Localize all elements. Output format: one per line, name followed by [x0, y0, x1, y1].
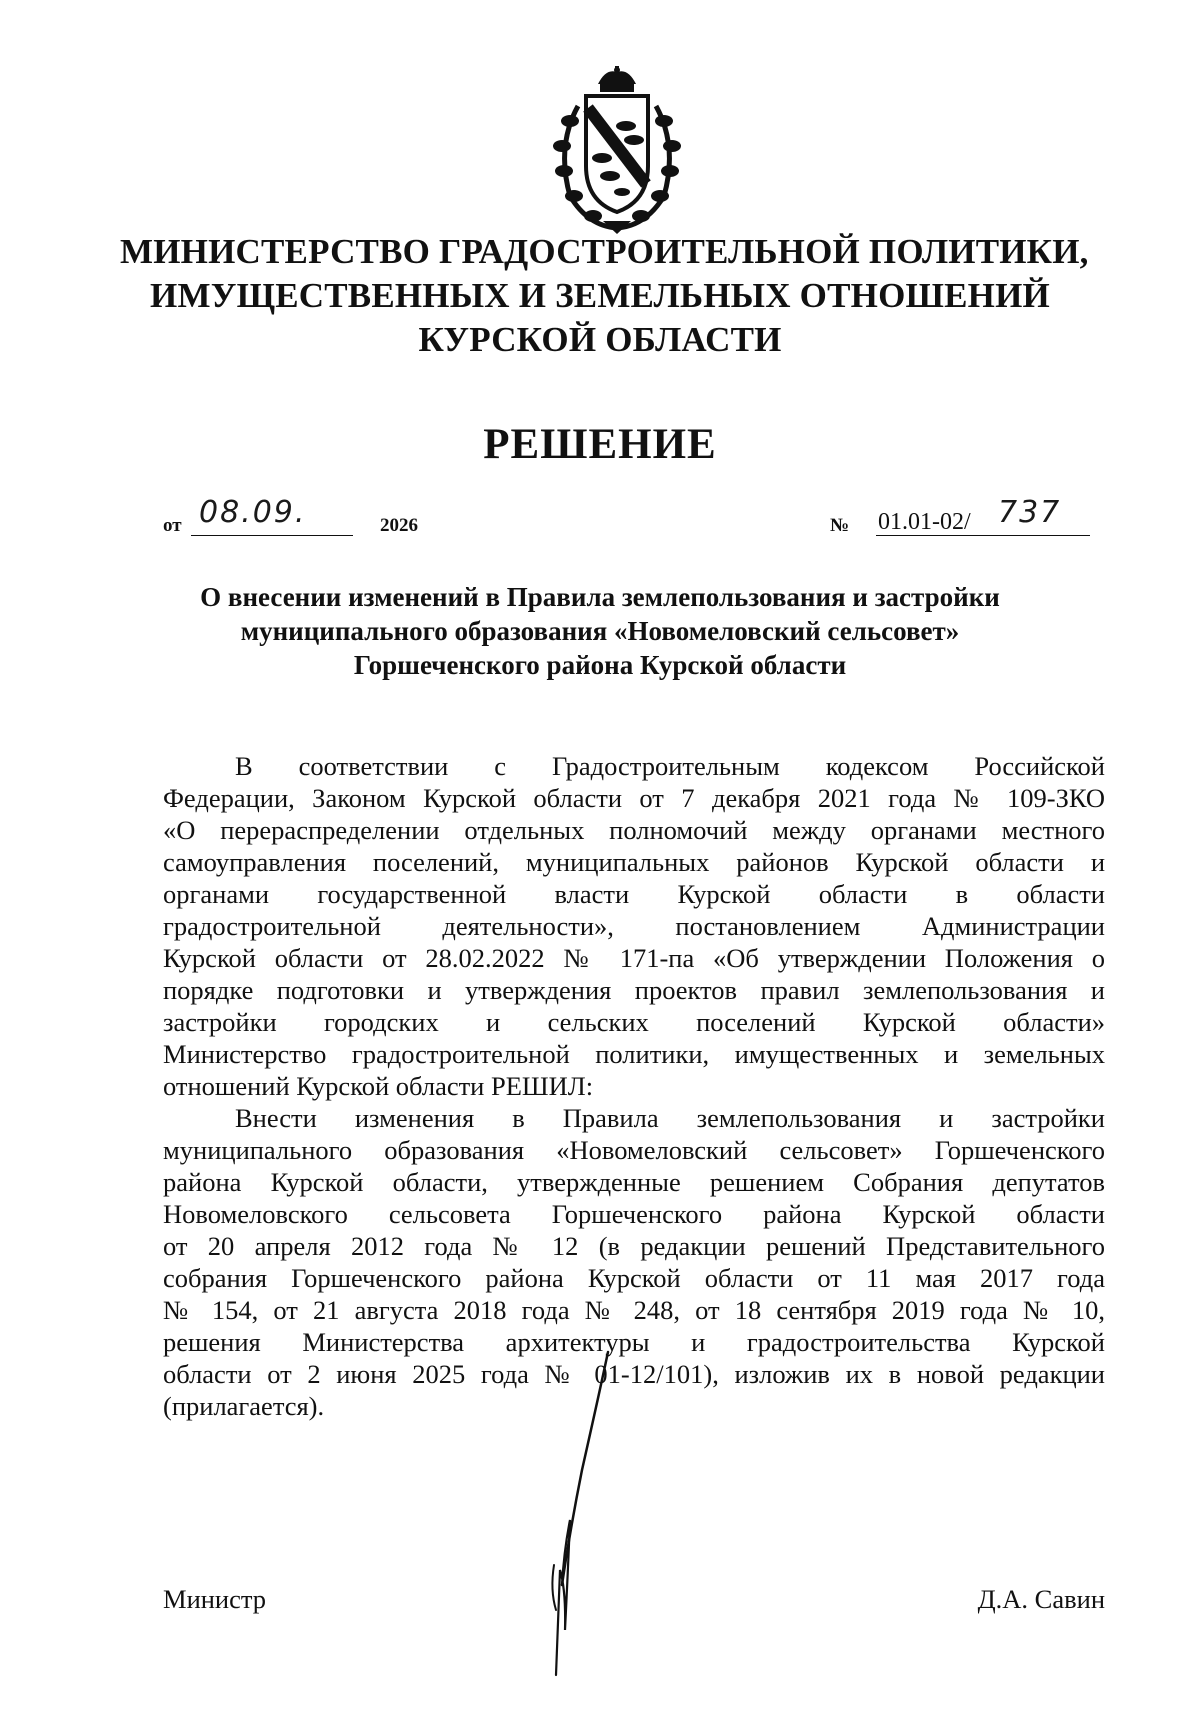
body-line: отношений Курской области РЕШИЛ:: [163, 1071, 594, 1101]
body-line: «О перераспределении отдельных полномочий между органами местного: [163, 815, 1105, 845]
ministry-name: [120, 230, 1089, 362]
body-line: Федерации, Законом Курской области от 7 декабря 2021 года № 109-ЗКО: [163, 783, 1105, 813]
date-year: 2026: [380, 515, 418, 536]
ministry-name-line: МИНИСТЕРСТВО ГРАДОСТРОИТЕЛЬНОЙ ПОЛИТИКИ,: [120, 232, 1089, 271]
body-line: В соответствии с Градостроительным кодексом Российской: [235, 751, 1105, 781]
document-type-title: РЕШЕНИЕ: [483, 421, 717, 468]
coat-of-arms-icon: [548, 66, 686, 234]
body-line: порядке подготовки и утверждения проектов правил землепользования и: [163, 975, 1105, 1005]
body-line: органами государственной власти Курской области в области: [163, 879, 1105, 909]
signer-name: Д.А. Савин: [977, 1584, 1105, 1614]
body-line: района Курской области, утвержденные решением Собрания депутатов: [163, 1167, 1105, 1197]
body-line: Министерство градостроительной политики, имущественных и земельных: [163, 1039, 1105, 1069]
body-line: Внести изменения в Правила землепользования и застройки: [235, 1103, 1105, 1133]
ministry-name-line: ИМУЩЕСТВЕННЫХ И ЗЕМЕЛЬНЫХ ОТНОШЕНИЙ: [150, 276, 1050, 315]
body-line: области от 2 июня 2025 года № 01-12/101), изложив их в новой редакции: [163, 1359, 1105, 1389]
subject-line: О внесении изменений в Правила землепользования и застройки: [200, 582, 1000, 612]
number-value: 737: [998, 495, 1062, 530]
body-line: собрания Горшеченского района Курской области от 11 мая 2017 года: [163, 1263, 1105, 1293]
document-subject: [120, 580, 1080, 682]
signer-title: Министр: [163, 1584, 267, 1614]
date-prefix: от: [163, 515, 182, 536]
body-line: Курской области от 28.02.2022 № 171-па «Об утверждении Положения о: [163, 943, 1105, 973]
number-label: №: [830, 515, 850, 536]
ministry-name-line: КУРСКОЙ ОБЛАСТИ: [418, 320, 782, 359]
body-line: градостроительной деятельности», постановлением Администрации: [163, 911, 1105, 941]
date-field: [191, 495, 353, 536]
date-value: 08.09.: [199, 495, 307, 530]
subject-line: Горшеченского района Курской области: [353, 650, 847, 680]
number-field: [876, 495, 1090, 536]
body-line: решения Министерства архитектуры и градостроительства Курской: [163, 1327, 1105, 1357]
body-line: застройки городских и сельских поселений Курской области»: [163, 1007, 1105, 1037]
body-line: от 20 апреля 2012 года № 12 (в редакции решений Представительного: [163, 1231, 1105, 1261]
body-line: № 154, от 21 августа 2018 года № 248, от 18 сентября 2019 года № 10,: [163, 1295, 1105, 1325]
signature-stroke: [520, 1350, 630, 1680]
body-line: самоуправления поселений, муниципальных районов Курской области и: [163, 847, 1105, 877]
number-prefix: 01.01-02/: [878, 509, 971, 535]
subject-line: муниципального образования «Новомеловский сельсовет»: [240, 616, 960, 646]
body-line: (прилагается).: [163, 1391, 325, 1421]
document-body: [163, 750, 1105, 1422]
body-line: муниципального образования «Новомеловский сельсовет» Горшеченского: [163, 1135, 1105, 1165]
body-line: Новомеловского сельсовета Горшеченского района Курской области: [163, 1199, 1105, 1229]
